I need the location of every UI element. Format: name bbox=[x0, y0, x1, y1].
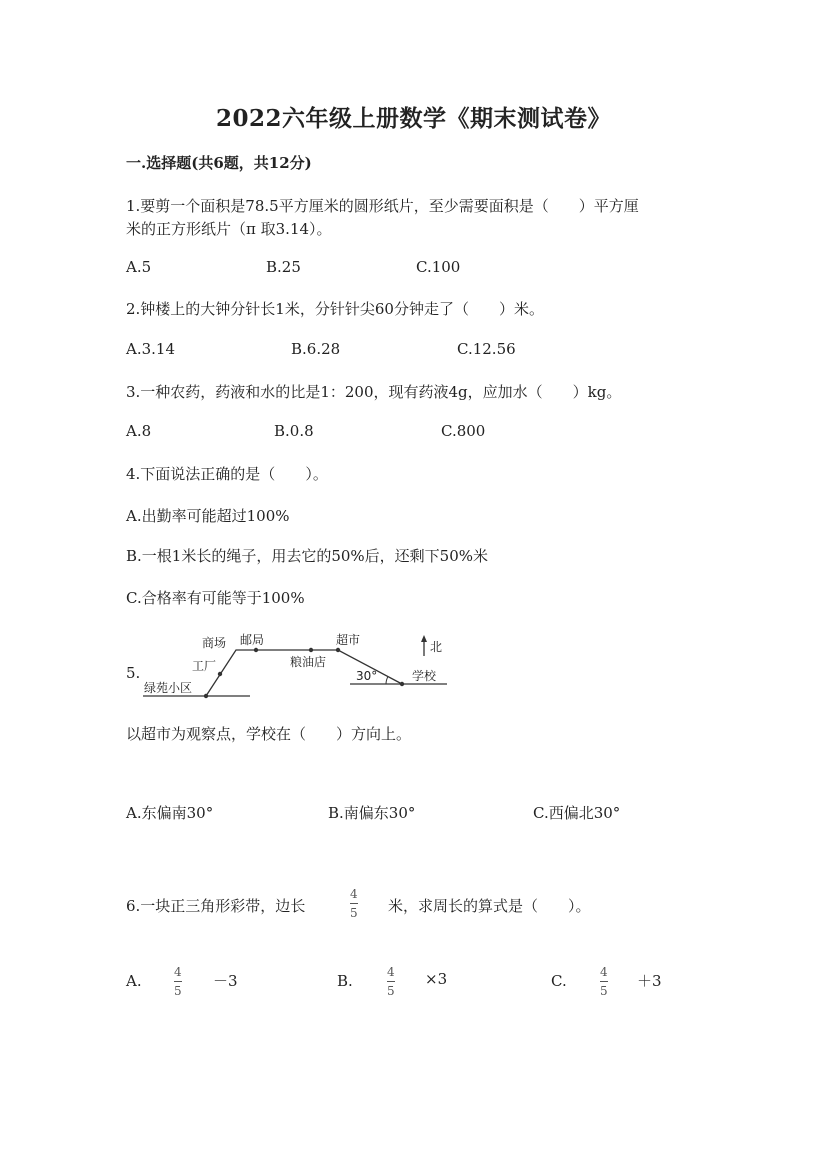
question-2-text: 2.钟楼上的大钟分针长1米，分针针尖60分钟走了（ ）米。 bbox=[126, 300, 544, 318]
page-title: 2022六年级上册数学《期末测试卷》 bbox=[215, 105, 611, 132]
section-heading: 一.选择题(共6题，共12分) bbox=[126, 154, 312, 172]
map-label-angle: 30° bbox=[356, 669, 378, 683]
angle-arc bbox=[386, 677, 388, 685]
question-5-option-c[interactable]: C.西偏北30° bbox=[533, 804, 621, 822]
question-1-option-c[interactable]: C.100 bbox=[416, 258, 461, 276]
map-label-supermarket: 超市 bbox=[336, 633, 361, 647]
fraction-numerator: 4 bbox=[387, 965, 395, 979]
map-label-school: 学校 bbox=[412, 669, 437, 683]
question-4-option-b[interactable]: B.一根1米长的绳子，用去它的50%后，还剩下50%米 bbox=[126, 547, 489, 565]
fraction-bar bbox=[600, 981, 608, 982]
question-3-option-b[interactable]: B.0.8 bbox=[274, 422, 314, 440]
grain-store-dot bbox=[309, 648, 313, 652]
question-4-option-a[interactable]: A.出勤率可能超过100% bbox=[126, 507, 290, 525]
fraction-numerator: 4 bbox=[600, 965, 608, 979]
question-6-option-b-label[interactable]: B. bbox=[337, 972, 353, 990]
school-dot bbox=[400, 682, 404, 686]
map-label-post-office: 邮局 bbox=[240, 633, 265, 647]
question-6-option-b-fraction bbox=[387, 965, 395, 998]
question-6-option-c-label[interactable]: C. bbox=[551, 972, 567, 990]
question-6-option-a-fraction bbox=[174, 965, 182, 998]
fraction-bar bbox=[350, 903, 358, 904]
question-5-option-a[interactable]: A.东偏南30° bbox=[126, 804, 214, 822]
question-6-option-b-operation: ×3 bbox=[425, 970, 448, 988]
map-label-factory: 工厂 bbox=[192, 659, 217, 673]
map-label-mall: 商场 bbox=[202, 636, 227, 650]
question-3-text: 3.一种农药，药液和水的比是1：200，现有药液4g，应加水（ ）kg。 bbox=[126, 383, 622, 401]
question-1-line-1: 1.要剪一个面积是78.5平方厘米的圆形纸片，至少需要面积是（ ）平方厘 bbox=[126, 197, 639, 215]
map-label-north: 北 bbox=[430, 640, 443, 654]
question-4-text: 4.下面说法正确的是（ ）。 bbox=[126, 465, 328, 483]
question-5-option-b[interactable]: B.南偏东30° bbox=[328, 804, 416, 822]
question-5-text: 以超市为观察点，学校在（ ）方向上。 bbox=[126, 725, 412, 743]
neighborhood-dot bbox=[204, 694, 208, 698]
question-6-text-a: 6.一块正三角形彩带，边长 bbox=[126, 897, 306, 915]
fraction-numerator: 4 bbox=[174, 965, 182, 979]
question-1-option-b[interactable]: B.25 bbox=[266, 258, 301, 276]
supermarket-dot bbox=[336, 648, 340, 652]
question-6-option-a-label[interactable]: A. bbox=[126, 972, 142, 990]
question-4-option-c[interactable]: C.合格率有可能等于100% bbox=[126, 589, 305, 607]
question-2-option-b[interactable]: B.6.28 bbox=[291, 340, 341, 358]
question-2-option-a[interactable]: A.3.14 bbox=[126, 340, 175, 358]
map-label-grain-store: 粮油店 bbox=[290, 655, 327, 669]
question-1-line-2: 米的正方形纸片（π 取3.14）。 bbox=[126, 220, 332, 238]
fraction-denominator: 5 bbox=[387, 984, 395, 998]
fraction-denominator: 5 bbox=[600, 984, 608, 998]
question-3-option-c[interactable]: C.800 bbox=[441, 422, 486, 440]
fraction-denominator: 5 bbox=[174, 984, 182, 998]
factory-dot bbox=[218, 672, 222, 676]
question-2-option-c[interactable]: C.12.56 bbox=[457, 340, 516, 358]
map-label-neighborhood: 绿苑小区 bbox=[144, 681, 193, 695]
question-6-option-c-operation: ＋3 bbox=[637, 972, 662, 990]
question-6-option-a-operation: －3 bbox=[213, 972, 238, 990]
question-6-fraction bbox=[350, 887, 358, 920]
question-6-option-c-fraction bbox=[600, 965, 608, 998]
north-arrowhead-icon bbox=[421, 635, 427, 642]
post-office-dot bbox=[254, 648, 258, 652]
question-5-number: 5. bbox=[126, 664, 141, 682]
question-3-option-a[interactable]: A.8 bbox=[126, 422, 152, 440]
fraction-bar bbox=[174, 981, 182, 982]
fraction-bar bbox=[387, 981, 395, 982]
question-1-option-a[interactable]: A.5 bbox=[126, 258, 152, 276]
fraction-denominator: 5 bbox=[350, 906, 358, 920]
question-6-text-b: 米，求周长的算式是（ ）。 bbox=[388, 897, 591, 915]
direction-map-figure bbox=[140, 630, 460, 702]
fraction-numerator: 4 bbox=[350, 887, 358, 901]
